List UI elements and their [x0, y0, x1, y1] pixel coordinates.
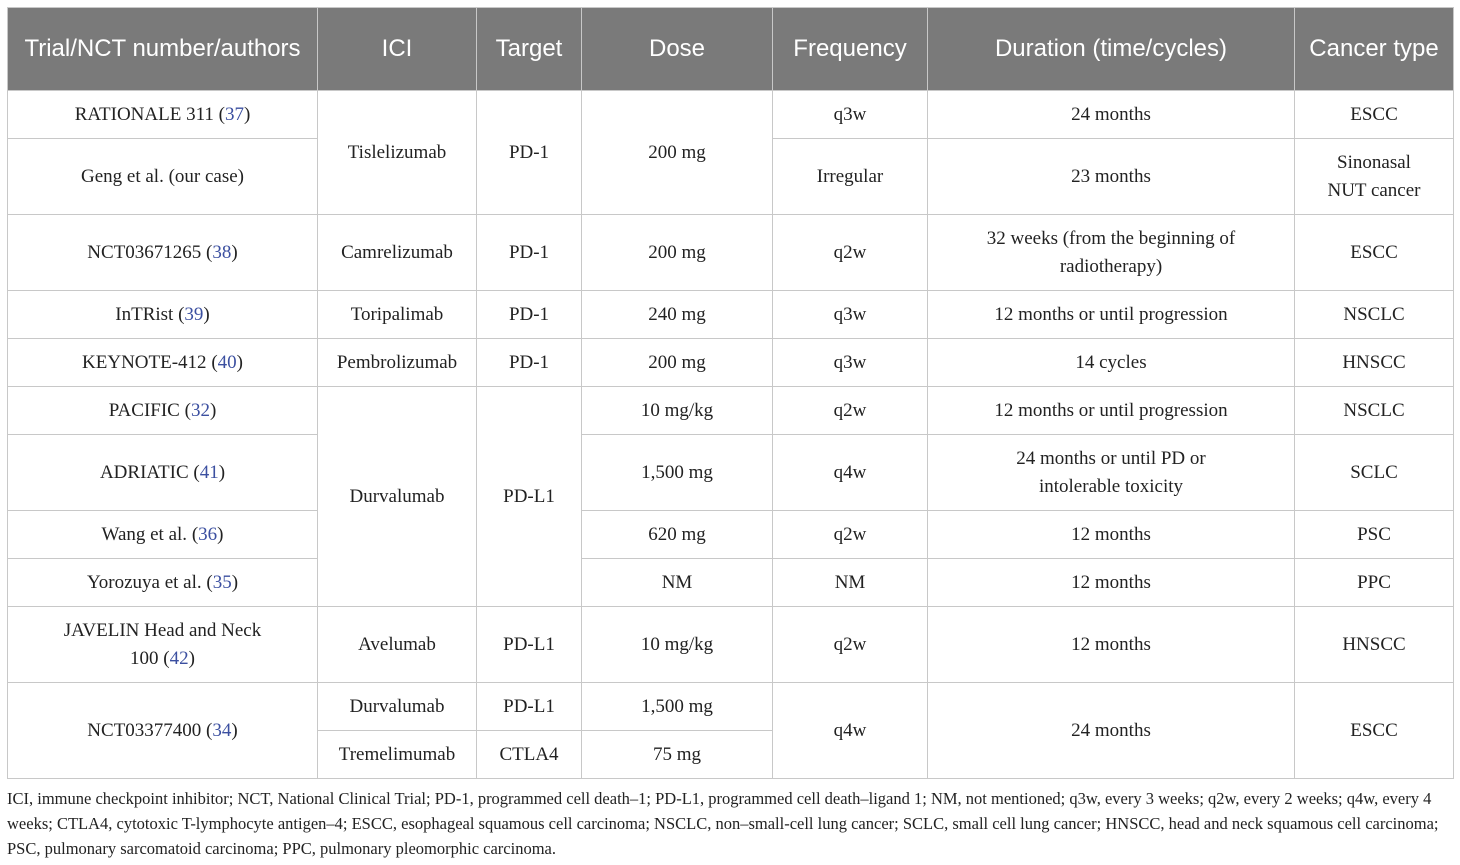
header-target: Target: [477, 8, 582, 91]
reference-link[interactable]: 35: [212, 571, 232, 593]
cancer-cell: Sinonasal NUT cancer: [1295, 139, 1454, 215]
table-row: [8, 387, 1454, 435]
reference-link[interactable]: 32: [190, 399, 210, 421]
header-ici: ICI: [318, 8, 477, 91]
dose-cell: 200 mg: [582, 339, 773, 387]
trial-cell: JAVELIN Head and Neck 100 (42): [8, 607, 318, 683]
duration-cell: 14 cycles: [928, 339, 1295, 387]
target-cell: PD-L1: [477, 607, 582, 683]
trial-cell: NCT03671265 (38): [8, 215, 318, 291]
table-row: [8, 683, 1454, 731]
frequency-cell: q2w: [773, 607, 928, 683]
reference-link[interactable]: 34: [212, 719, 232, 741]
frequency-cell: q4w: [773, 683, 928, 779]
frequency-cell: q3w: [773, 339, 928, 387]
frequency-cell: q4w: [773, 435, 928, 511]
duration-cell: 24 months or until PD or intolerable toxicity: [928, 435, 1295, 511]
ici-cell: Toripalimab: [318, 291, 477, 339]
cancer-cell: HNSCC: [1295, 339, 1454, 387]
trial-cell: Yorozuya et al. (35): [8, 559, 318, 607]
dose-cell: 1,500 mg: [582, 435, 773, 511]
cancer-cell: PPC: [1295, 559, 1454, 607]
frequency-cell: q2w: [773, 387, 928, 435]
ici-table: [7, 7, 1454, 779]
dose-cell: 240 mg: [582, 291, 773, 339]
reference-link[interactable]: 42: [169, 647, 189, 669]
trial-cell: Geng et al. (our case): [8, 139, 318, 215]
cancer-cell: HNSCC: [1295, 607, 1454, 683]
table-row: [8, 91, 1454, 139]
table-container: [7, 7, 1453, 779]
header-dose: Dose: [582, 8, 773, 91]
ici-cell: Pembrolizumab: [318, 339, 477, 387]
table-row: [8, 435, 1454, 511]
trial-cell: KEYNOTE-412 (40): [8, 339, 318, 387]
dose-cell: 10 mg/kg: [582, 387, 773, 435]
frequency-cell: q3w: [773, 291, 928, 339]
trial-cell: Wang et al. (36): [8, 511, 318, 559]
header-row: [8, 8, 1454, 91]
cancer-cell: SCLC: [1295, 435, 1454, 511]
target-cell: PD-L1: [477, 683, 582, 731]
table-row: [8, 215, 1454, 291]
reference-link[interactable]: 41: [199, 461, 219, 483]
reference-link[interactable]: 37: [224, 103, 244, 125]
target-cell: PD-1: [477, 291, 582, 339]
target-cell: PD-1: [477, 91, 582, 215]
trial-cell: RATIONALE 311 (37): [8, 91, 318, 139]
header-cancer-type: Cancer type: [1295, 8, 1454, 91]
cancer-cell: NSCLC: [1295, 291, 1454, 339]
dose-cell: 200 mg: [582, 215, 773, 291]
header-duration: Duration (time/cycles): [928, 8, 1295, 91]
target-cell: PD-1: [477, 215, 582, 291]
header-trial: Trial/NCT number/authors: [8, 8, 318, 91]
reference-link[interactable]: 40: [217, 351, 237, 373]
dose-cell: 75 mg: [582, 731, 773, 779]
table-row: [8, 291, 1454, 339]
trial-cell: PACIFIC (32): [8, 387, 318, 435]
frequency-cell: q2w: [773, 215, 928, 291]
target-cell: PD-1: [477, 339, 582, 387]
table-row: [8, 559, 1454, 607]
trial-cell: NCT03377400 (34): [8, 683, 318, 779]
reference-link[interactable]: 39: [184, 303, 204, 325]
reference-link[interactable]: 36: [198, 523, 218, 545]
duration-cell: 32 weeks (from the beginning of radiotherapy): [928, 215, 1295, 291]
table-row: [8, 607, 1454, 683]
ici-cell: Durvalumab: [318, 683, 477, 731]
header-frequency: Frequency: [773, 8, 928, 91]
duration-cell: 12 months: [928, 511, 1295, 559]
table-footnote: ICI, immune checkpoint inhibitor; NCT, National Clinical Trial; PD-1, programmed cell death–1; PD-L1, programmed cell death–ligand 1; NM, not mentioned; q3w, every 3 weeks; q2w, every 2 weeks; q4w, every 4 weeks; CTLA4, cytotoxic T-lymphocyte antigen–4; ESCC, esophageal squamous cell carcinoma; NSCLC, non–small-cell lung cancer; SCLC, small cell lung cancer; HNSCC, head and neck squamous cell carcinoma; PSC, pulmonary sarcomatoid carcinoma; PPC, pulmonary pleomorphic carcinoma.: [7, 789, 1439, 858]
dose-cell: 10 mg/kg: [582, 607, 773, 683]
duration-cell: 12 months or until progression: [928, 387, 1295, 435]
ici-cell: Durvalumab: [318, 387, 477, 607]
target-cell: CTLA4: [477, 731, 582, 779]
ici-cell: Camrelizumab: [318, 215, 477, 291]
dose-cell: NM: [582, 559, 773, 607]
cancer-cell: PSC: [1295, 511, 1454, 559]
ici-cell: Tislelizumab: [318, 91, 477, 215]
cancer-cell: NSCLC: [1295, 387, 1454, 435]
frequency-cell: NM: [773, 559, 928, 607]
trial-cell: ADRIATIC (41): [8, 435, 318, 511]
target-cell: PD-L1: [477, 387, 582, 607]
duration-cell: 12 months: [928, 607, 1295, 683]
ici-cell: Tremelimumab: [318, 731, 477, 779]
reference-link[interactable]: 38: [212, 241, 232, 263]
cancer-cell: ESCC: [1295, 215, 1454, 291]
ici-cell: Avelumab: [318, 607, 477, 683]
duration-cell: 23 months: [928, 139, 1295, 215]
dose-cell: 1,500 mg: [582, 683, 773, 731]
trial-cell: InTRist (39): [8, 291, 318, 339]
cancer-cell: ESCC: [1295, 683, 1454, 779]
duration-cell: 12 months: [928, 559, 1295, 607]
duration-cell: 24 months: [928, 91, 1295, 139]
frequency-cell: q3w: [773, 91, 928, 139]
cancer-cell: ESCC: [1295, 91, 1454, 139]
dose-cell: 200 mg: [582, 91, 773, 215]
table-row: [8, 511, 1454, 559]
duration-cell: 12 months or until progression: [928, 291, 1295, 339]
table-row: [8, 339, 1454, 387]
dose-cell: 620 mg: [582, 511, 773, 559]
frequency-cell: q2w: [773, 511, 928, 559]
frequency-cell: Irregular: [773, 139, 928, 215]
duration-cell: 24 months: [928, 683, 1295, 779]
